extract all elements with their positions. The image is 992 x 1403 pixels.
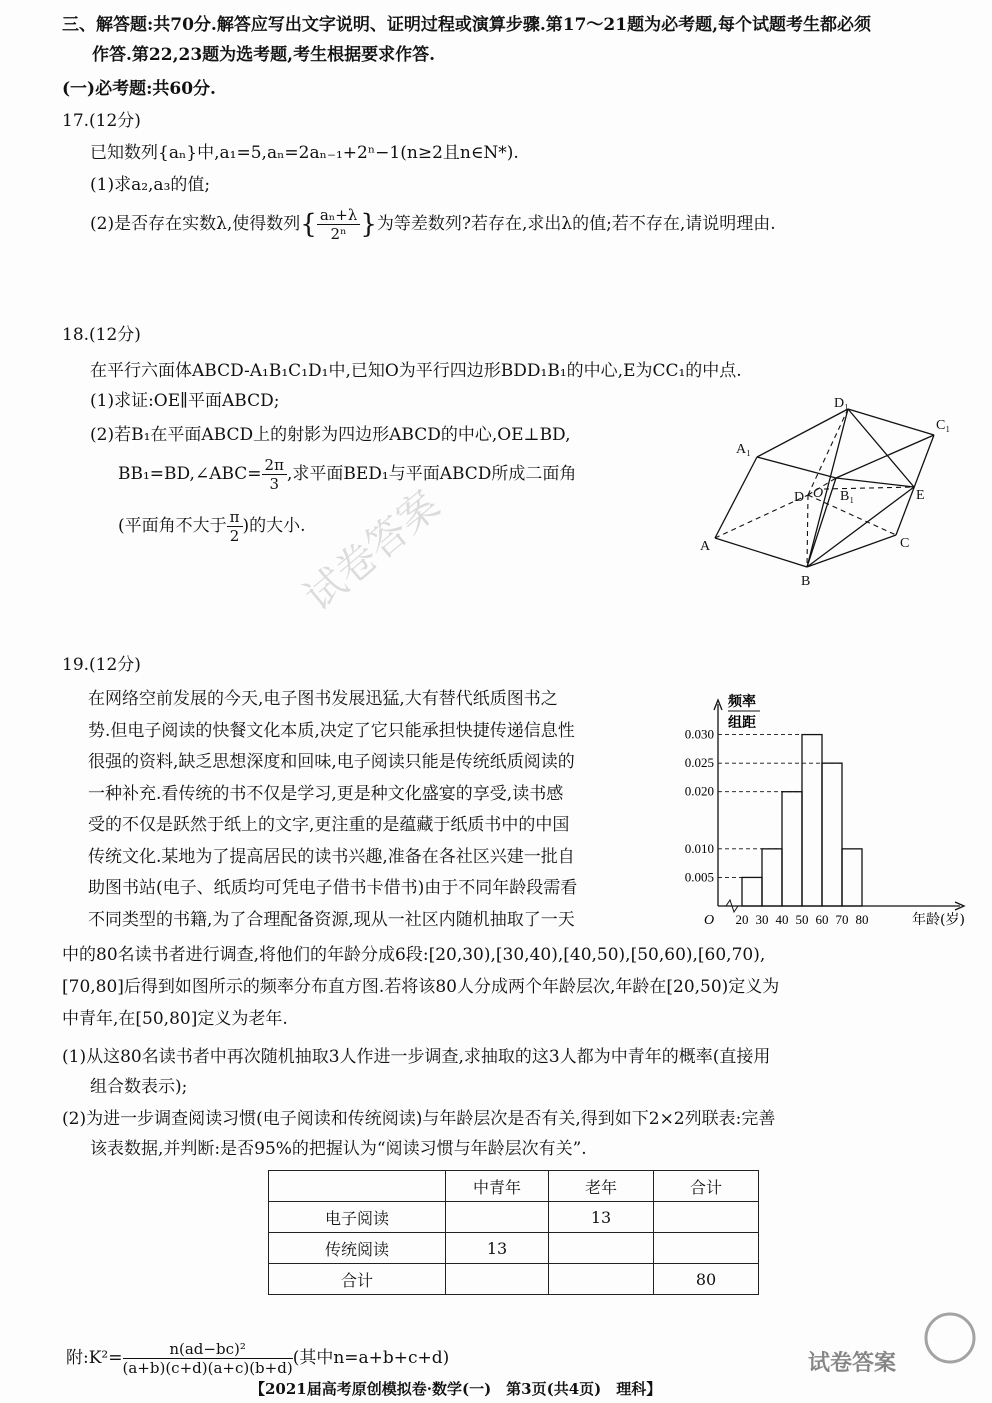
edge-ab [715, 538, 807, 567]
q19-paragraph-full [62, 939, 779, 1035]
q18-pi-fraction [227, 508, 243, 545]
q18-part1: (1)求证:OE∥平面ABCD; [90, 391, 280, 411]
q19-para-line: 传统文化.某地为了提高居民的读书兴趣,准备在各社区兴建一批自 [88, 846, 575, 867]
table-header-cell: 中青年 [446, 1171, 549, 1202]
label-a1: A₁ [736, 442, 751, 457]
label-e: E [916, 488, 925, 503]
q19-full-line: [70,80]后得到如图所示的频率分布直方图.若将该80人分成两个年龄层次,年龄在[20,50)定义为 [62, 977, 780, 997]
label-d1: D₁ [834, 396, 849, 411]
contingency-table [268, 1170, 759, 1295]
q19-para-line: 在网络空前发展的今天,电子图书发展迅猛,大有替代纸质图书之 [88, 689, 558, 709]
appendix-suffix: (其中n=a+b+c+d) [292, 1348, 450, 1368]
edge-bc [807, 535, 896, 567]
label-o: O [813, 486, 824, 501]
label-b1: B₁ [840, 489, 855, 504]
k-squared-fraction [123, 1340, 293, 1377]
parallelepiped-diagram [700, 395, 960, 595]
table-cell[interactable] [446, 1264, 549, 1295]
q17-part2-pre: (2)是否存在实数λ,使得数列 [90, 214, 301, 234]
label-c1: C₁ [936, 418, 951, 433]
edge-d1c1 [848, 409, 934, 435]
table-cell[interactable] [654, 1233, 759, 1264]
label-c: C [900, 536, 910, 551]
histogram-bar [762, 849, 782, 906]
segment-b1e [836, 478, 914, 487]
q18-angle-den: 3 [269, 475, 280, 493]
watermark-text: 试卷答案 [296, 482, 449, 621]
table-cell[interactable]: 13 [549, 1202, 654, 1233]
q19-part2 [62, 1104, 775, 1164]
k-squared-num: n(ad−bc)² [123, 1340, 293, 1359]
section-header-line2: 作答.第22,23题为选考题,考生根据要求作答. [92, 45, 435, 65]
table-header-cell [269, 1171, 446, 1202]
page-footer: 【2021届高考原创模拟卷·数学(一) 第3页(共4页) 理科】 [250, 1380, 662, 1398]
x-tick-label: 60 [815, 912, 829, 927]
origin-label: O [704, 913, 715, 928]
table-header-cell: 合计 [654, 1171, 759, 1202]
table-header-row [269, 1171, 759, 1202]
y-tick-label: 0.005 [684, 869, 714, 885]
q17-fraction [317, 206, 361, 243]
q18-part2-line3b: )的大小. [242, 516, 306, 536]
q19-para-line: 受的不仅是跃然于纸上的文字,更注重的是蕴藏于纸质书中的中国 [88, 815, 570, 835]
q18-angle-num: 2π [262, 456, 287, 475]
table-cell[interactable] [446, 1202, 549, 1233]
table-row [269, 1202, 759, 1233]
q19-part1 [62, 1042, 770, 1102]
q17-number: 17.(12分) [62, 111, 141, 131]
histogram-bar [842, 849, 862, 906]
q18-part2-line2a: BB₁=BD,∠ABC= [118, 464, 262, 484]
table-cell[interactable] [549, 1264, 654, 1295]
q18-angle-fraction [262, 456, 287, 493]
q18-pi-den: 2 [229, 527, 240, 545]
x-tick-label: 80 [855, 912, 869, 927]
edge-aa1 [715, 457, 757, 538]
x-tick-label: 70 [835, 912, 849, 927]
x-tick-label: 30 [755, 912, 769, 927]
histogram-bar [802, 735, 822, 906]
q17-stem: 已知数列{aₙ}中,a₁=5,aₙ=2aₙ₋₁+2ⁿ−1(n≥2且n∈N*). [90, 143, 519, 163]
k-squared-den: (a+b)(c+d)(a+c)(b+d) [122, 1359, 293, 1377]
q19-part1-line: 组合数表示); [90, 1077, 188, 1097]
q19-full-line: 中青年,在[50,80]定义为老年. [62, 1009, 288, 1029]
table-cell: 传统阅读 [269, 1233, 446, 1264]
q17-frac-den: 2ⁿ [330, 225, 347, 243]
label-b: B [801, 574, 811, 589]
histogram-bar [742, 877, 762, 906]
table-cell[interactable]: 80 [654, 1264, 759, 1295]
label-a: A [700, 539, 711, 554]
table-cell: 合计 [269, 1264, 446, 1295]
label-d: D [794, 490, 805, 505]
q18-part2-line1: (2)若B₁在平面ABCD上的射影为四边形ABCD的中心,OE⊥BD, [90, 425, 571, 445]
q17-part2-post: 为等差数列?若存在,求出λ的值;若不存在,请说明理由. [376, 214, 776, 234]
y-axis-label: 组距 [728, 715, 756, 731]
table-cell: 电子阅读 [269, 1202, 446, 1233]
edge-a1d1 [757, 409, 848, 457]
q19-part2-line: 该表数据,并判断:是否95%的把握认为“阅读习惯与年龄层次有关”. [90, 1139, 587, 1159]
table-cell[interactable] [549, 1233, 654, 1264]
q17-frac-num: aₙ+λ [317, 206, 361, 225]
y-tick-label: 0.010 [684, 840, 714, 856]
table-row [269, 1264, 759, 1295]
logo-text: 试卷答案 [808, 1351, 897, 1376]
q19-part2-line: (2)为进一步调查阅读习惯(电子阅读和传统阅读)与年龄层次是否有关,得到如下2×2列联表:完善 [62, 1109, 776, 1129]
q19-full-line: 中的80名读书者进行调查,将他们的年龄分成6段:[20,30),[30,40),[40,50),[50,60),[60,70), [62, 945, 766, 965]
required-heading: (一)必考题:共60分. [62, 79, 216, 99]
y-tick-label: 0.025 [684, 755, 714, 771]
q19-number: 19.(12分) [62, 655, 141, 675]
q18-number: 18.(12分) [62, 325, 141, 345]
q18-stem: 在平行六面体ABCD-A₁B₁C₁D₁中,已知O为平行四边形BDD₁B₁的中心,E为CC₁的中点. [90, 361, 742, 381]
k-squared-formula [66, 1340, 449, 1377]
table-cell[interactable]: 13 [446, 1233, 549, 1264]
q19-para-line: 很强的资料,缺乏思想深度和回味,电子阅读只能是传统纸质阅读的 [88, 752, 575, 772]
histogram-bar [782, 792, 802, 906]
table-cell[interactable] [654, 1202, 759, 1233]
q17-part1: (1)求a₂,a₃的值; [90, 175, 211, 195]
section-header-line1: 三、解答题:共70分.解答应写出文字说明、证明过程或演算步骤.第17～21题为必考题,每个试题考生都必须 [62, 15, 872, 35]
appendix-prefix: 附:K²= [66, 1348, 123, 1368]
q19-para-line: 不同类型的书籍,为了合理配备资源,现从一社区内随机抽取了一天 [88, 909, 575, 930]
q18-part2-line2b: ,求平面BED₁与平面ABCD所成二面角 [286, 464, 577, 484]
q18-part2-line3 [118, 508, 306, 545]
y-tick-label: 0.030 [684, 726, 714, 742]
y-tick-label: 0.020 [684, 783, 714, 799]
x-tick-label: 20 [735, 912, 749, 927]
q19-para-line: 助图书站(电子、纸质均可凭电子借书卡借书)由于不同年龄段需看 [88, 878, 578, 898]
q19-para-line: 势.但电子阅读的快餐文化本质,决定了它只能承担快捷传递信息性 [88, 720, 575, 741]
table-header-cell: 老年 [549, 1171, 654, 1202]
q19-para-line: 一种补充.看传统的书不仅是学习,更是种文化盛宴的享受,读书感 [88, 783, 564, 804]
segment-oe-hidden [824, 487, 914, 489]
x-axis-label: 年龄(岁) [912, 912, 965, 928]
q19-part1-line: (1)从这80名读书者中再次随机抽取3人作进一步调查,求抽取的这3人都为中青年的概率(直接用 [62, 1047, 771, 1067]
histogram-bar [822, 763, 842, 906]
x-tick-label: 50 [795, 912, 809, 927]
q17-part2: (2)是否存在实数λ,使得数列{ $\frac{\text{aₙ+λ}}{\text{2ⁿ}}$ }为等差数列?若存在,求出λ的值;若不存在,请说明理由. [90, 206, 776, 243]
y-axis-label: 频率 [728, 694, 756, 710]
q19-paragraph [88, 684, 577, 936]
table-row [269, 1233, 759, 1264]
x-tick-label: 40 [775, 912, 789, 927]
answer-site-logo [800, 1300, 980, 1395]
edge-dd1-hidden [808, 409, 848, 495]
q18-part2-line3a: (平面角不大于 [118, 516, 227, 536]
q18-part2-line2 [118, 456, 576, 493]
frequency-histogram [670, 692, 970, 928]
edge-b1c1 [836, 435, 934, 478]
q18-pi-num: π [227, 508, 243, 527]
segment-db-hidden [807, 495, 808, 567]
